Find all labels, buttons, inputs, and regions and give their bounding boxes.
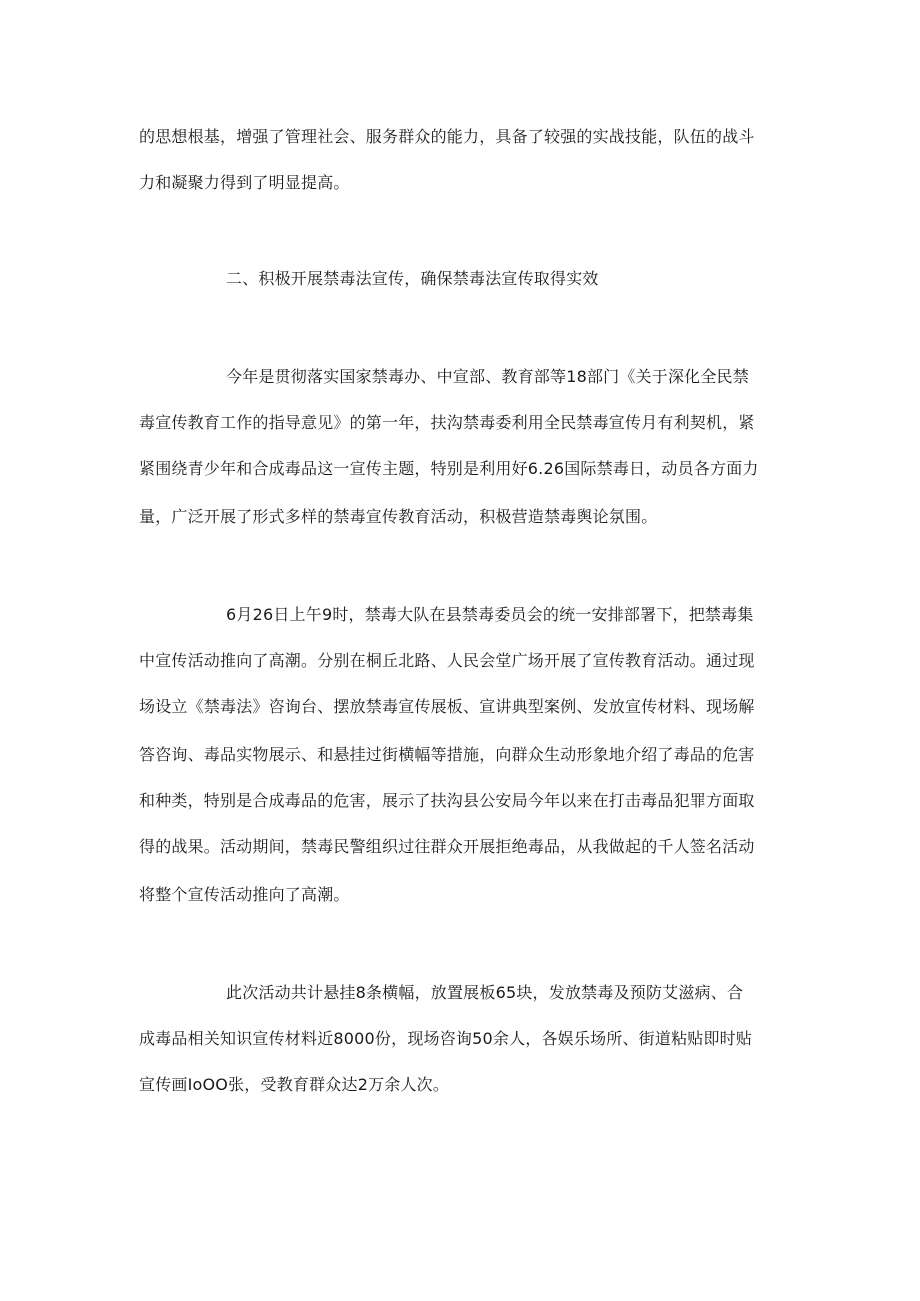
paragraph-line: 6月26日上午9时，禁毒大队在县禁毒委员会的统一安排部署下，把禁毒集 — [226, 605, 754, 624]
paragraph-line: 和种类，特别是合成毒品的危害，展示了扶沟县公安局今年以来在打击毒品犯罪方面取 — [139, 791, 755, 810]
paragraph-line: 将整个宣传活动推向了高潮。 — [139, 885, 350, 904]
paragraph-line: 得的战果。活动期间，禁毒民警组织过往群众开展拒绝毒品，从我做起的千人签名活动 — [139, 837, 755, 856]
paragraph-line: 场设立《禁毒法》咨询台、摆放禁毒宣传展板、宣讲典型案例、发放宣传材料、现场解 — [139, 697, 755, 716]
paragraph-line: 答咨询、毒品实物展示、和悬挂过街横幅等措施，向群众生动形象地介绍了毒品的危害 — [139, 745, 755, 764]
section-heading: 二、积极开展禁毒法宣传，确保禁毒法宣传取得实效 — [226, 269, 599, 288]
paragraph-line: 毒宣传教育工作的指导意见》的第一年，扶沟禁毒委利用全民禁毒宣传月有利契机，紧 — [139, 413, 755, 432]
paragraph-line: 量，广泛开展了形式多样的禁毒宣传教育活动，积极营造禁毒舆论氛围。 — [139, 507, 658, 526]
paragraph-line: 今年是贯彻落实国家禁毒办、中宣部、教育部等18部门《关于深化全民禁 — [226, 367, 749, 386]
paragraph-line: 此次活动共计悬挂8条横幅，放置展板65块，发放禁毒及预防艾滋病、合 — [226, 983, 744, 1002]
paragraph-line: 宣传画IoOO张，受教育群众达2万余人次。 — [139, 1075, 450, 1094]
paragraph-line: 力和凝聚力得到了明显提高。 — [139, 173, 350, 192]
paragraph-line: 中宣传活动推向了高潮。分别在桐丘北路、人民会堂广场开展了宣传教育活动。通过现 — [139, 651, 755, 670]
paragraph-line: 的思想根基，增强了管理社会、服务群众的能力，具备了较强的实战技能，队伍的战斗 — [139, 127, 755, 146]
paragraph-line: 成毒品相关知识宣传材料近8000份，现场咨询50余人，各娱乐场所、街道粘贴即时贴 — [139, 1029, 753, 1048]
paragraph-line: 紧围绕青少年和合成毒品这一宣传主题，特别是利用好6.26国际禁毒日，动员各方面力 — [139, 459, 759, 478]
